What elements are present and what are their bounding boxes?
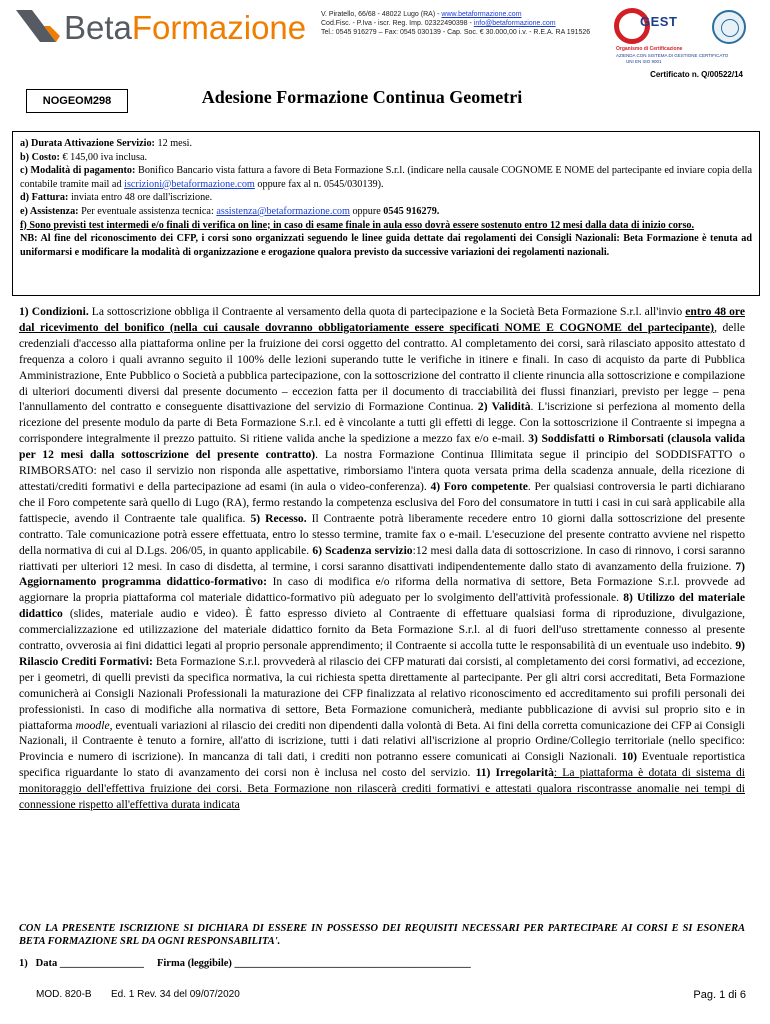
info-email-link[interactable]: info@betaformazione.com xyxy=(473,20,556,27)
term-payment: c) Modalità di pagamento: Bonifico Bancario vista fattura a favore di Beta Formazione S.r.l. (indicare nella causale COGNOME E NOME del partecipante ed inviare copia della contabile tramite mail ad iscrizioni@betaformazione.com oppure fax al n. 0545/030139). xyxy=(20,165,752,190)
date-label: Data xyxy=(35,958,58,969)
footer-module: MOD. 820-B xyxy=(36,989,92,1000)
declaration-text: CON LA PRESENTE ISCRIZIONE SI DICHIARA DI ESSERE IN POSSESSO DEI REQUISITI NECESSARI PER PARTECIPARE AI CORSI E SI ESONERA BETA FORMAZIONE SRL DA OGNI RESPONSABILITA'. xyxy=(19,923,745,947)
section-2-title: 2) Validità xyxy=(477,400,531,414)
footer-edition: Ed. 1 Rev. 34 del 09/07/2020 xyxy=(111,989,240,1000)
terms-summary-box xyxy=(12,131,760,296)
logo-text-beta: Beta xyxy=(64,9,132,46)
page-title: Adesione Formazione Continua Geometri xyxy=(201,87,523,107)
term-nb: NB: Al fine del riconoscimento dei CFP, i corsi sono organizzati seguendo le linee guida dettate dai regolamenti dei Consigli Nazionali: Beta Formazione è tenuta ad uniformarsi e modificare la modalità di organizzazione e erogazione qualora previsto da successive variazioni dei regolamenti nazionali. xyxy=(20,233,752,258)
website-link[interactable]: www.betaformazione.com xyxy=(441,11,522,18)
qgest-name: GEST xyxy=(640,14,678,29)
document-code-box xyxy=(26,89,128,113)
section-4-title: 4) Foro competente xyxy=(430,479,528,493)
company-contacts: Tel.: 0545 916279 – Fax: 0545 030139 - Cap. Soc. € 30.000,00 i.v. - R.E.A. RA 191526 xyxy=(321,29,591,36)
date-field[interactable]: ________________ xyxy=(59,958,144,969)
section-10-title: 10) xyxy=(621,750,638,764)
section-6-title: 6) Scadenza servizio xyxy=(312,543,413,557)
term-assistance: e) Assistenza: Per eventuale assistenza tecnica: assistenza@betaformazione.com oppure 0545 916279. xyxy=(20,205,440,217)
section-5-title: 5) Recesso. xyxy=(250,511,307,525)
section-8-title: 8) Utilizzo del materiale didattico xyxy=(19,591,745,621)
contract-body: 1) Condizioni. La sottoscrizione obbliga il Contraente al versamento della quota di partecipazione e la Società Beta Formazione S.r.l. all'invio entro 48 ore dal ricevimento del bonifico (nella cui causale dovranno obbligatoriamente essere specificati NOME E COGNOME del partecipante), delle credenziali d'accesso alla piattaforma online per la fruizione dei corsi oggetto del contratto. Al completamento dei corsi, sarà rilasciato apposito attestato d frequenza a coloro i quali avranno seguito il 100% delle lezioni superando tutte le verifiche in itinere e finali. In caso di acquisto da parte di Pubblica Amministrazione, Ente Pubblico o Società a pubblica partecipazione, con la sottoscrizione del contratto il cliente rinuncia alla sottoscrizione e compilazione di ulteriori documenti diversi dal presente documento – eccezion fatta per il documento di tracciabilità dei flussi finanziari, previsto per legge – pena l'annullamento del contratto e conseguente disattivazione del servizio di Formazione Continua. 2) Validità. L'iscrizione si perfeziona al momento della ricezione del presente modulo da parte di Beta Formazione S.r.l. ed è vincolante a tutti gli effetti di legge. Con la sottoscrizione il Contraente si impegna a corrispondere integralmente il prezzo pattuito. Si ritiene valida anche la spedizione a mezzo fax e/o e-mail. 3) Soddisfatti o Rimborsati (clausola valida per 12 mesi dalla sottoscrizione del presente contratto). La nostra Formazione Continua Illimitata segue il principio del SODDISFATTO o RIMBORSATO: nel caso il servizio non risponda alle aspettative, rimborsiamo l'intera quota versata prima della scadenza annuale, della ricezione di attestati/crediti formativi e della partecipazione ad esami (in aula o video-conferenza). 4) Foro competente. Per qualsiasi controversia le parti dichiarano che il Foro competente sarà quello di Lugo (RA), fermo restando la competenza esclusiva del Foro del consumatore in tutti i casi in cui sarà applicabile alla fattispecie, avendo il Contraente tale qualifica. 5) Recesso. Il Contraente potrà liberamente recedere entro 10 giorni dalla sottoscrizione del presente contratto. Tale comunicazione potrà essere effettuata, entro lo stesso termine, tramite fax o e-mail. L'esecuzione del presente contratto avviene nel rispetto della normativa di cui al D.Lgs. 206/05, in quanto applicabile. 6) Scadenza servizio:12 mesi dalla data di sottoscrizione. In caso di rinnovo, i corsi saranno riattivati per ulteriori 12 mesi. In caso di disdetta, al termine, i corsi saranno disattivati indipendentemente dallo stato di avanzamento della fruizione. 7) Aggiornamento programma didattico-formativo: In caso di modifica e/o riforma della normativa di settore, Beta Formazione S.r.l. provvede ad aggiornare la propria piattaforma col materiale didattico-formativo più adeguato per lo svolgimento dell'attività professionale. 8) Utilizzo del materiale didattico (slides, materiale audio e video). È fatto espresso divieto al Contraente di effettuare qualsiasi forma di riproduzione, divulgazione, commercializzazione ed utilizzazione del materiale didattico fornito da Beta Formazione S.r.l. al di fuori dell'uso strettamente connesso al presente contratto, ovverosia ai fini didattici legati al proprio personale apprendimento; il Contraente si accolla tutte le responsabilità di un eventuale uso indebito. 9) Rilascio Crediti Formativi: Beta Formazione S.r.l. provvederà al rilascio dei CFP maturati dai corsisti, al completamento dei corsi formativi, ad eccezione, per i geometri, di quelli previsti da specifica normativa, la cui richiesta spetta direttamente al partecipante. Per gli altri corsi accreditati, Beta Formazione comunicherà ai Consigli Nazionali Professionali la maturazione dei CFP finalizzata al relativo riconoscimento ed accreditamento sui profili personali dei professionisti. In caso di modifiche alla normativa di settore, Beta Formazione comunicherà, mediante pubblicazione di avvisi sul proprio sito e in piattaforma moodle, eventuali variazioni al rilascio dei crediti non dipendenti dalla volontà di Beta. Ai fini della corretta comunicazione dei CFP ai Consigli Nazionali, il Contraente è tenuto a fornire, all'atto di iscrizione, tutti i dati relativi all'iscrizione al proprio Ordine/Collegio territoriale (nello specifico: Provincia e numero di iscrizione). In mancanza di tali dati, i crediti non potranno essere comunicati ai Consigli Nazionali. 10) Eventuale reportistica specifica riguardante lo stato di avanzamento dei corsi non è inclusa nel costo del servizio. 11) Irregolarità: La piattaforma è dotata di sistema di monitoraggio dell'effettiva fruizione dei corsi. Beta Formazione non rilascerà crediti formativi e attestati qualora riscontrasse anomalie nei tempi di connessione rispetto all'effettiva durata indicata xyxy=(19,305,745,812)
signature-field[interactable]: _____________________________________________ xyxy=(234,958,471,969)
qgest-caption: Organismo di Certificazione xyxy=(616,46,683,52)
section-3-title: 3) Soddisfatti o Rimborsati (clausola valida per 12 mesi dalla sottoscrizione del presente contratto) xyxy=(19,432,745,462)
term-duration: a) Durata Attivazione Servizio: 12 mesi. xyxy=(20,138,193,149)
section-11-title: 11) Irregolarità xyxy=(475,766,554,780)
company-fiscal: Cod.Fisc. - P.Iva - iscr. Reg. Imp. 02322490398 - xyxy=(321,20,472,27)
term-tests: f) Sono previsti test intermedi e/o finali di verifica on line; in caso di esame finale in aula esso dovrà essere sostenuto entro 12 mesi dalla data di inizio corso. xyxy=(20,219,695,231)
signature-label: Firma (leggibile) xyxy=(156,958,232,969)
certification-logos xyxy=(612,6,762,64)
certificate-number: Certificato n. Q/00522/14 xyxy=(650,70,743,79)
section-9-title: 9) Rilascio Crediti Formativi: xyxy=(19,639,745,668)
company-info xyxy=(321,10,611,37)
term-invoice: d) Fattura: inviata entro 48 ore dall'iscrizione. xyxy=(20,192,213,204)
page-number: Pag. 1 di 6 xyxy=(693,989,746,1001)
section-1-highlight: entro 48 ore dal ricevimento del bonifico (nella cui causale dovranno obbligatoriamente essere specificati NOME E COGNOME del partecipante) xyxy=(19,305,745,334)
moodle-term: moodle xyxy=(75,718,110,732)
qgest-standard: UNI EN ISO 9001 xyxy=(626,59,662,64)
section-1-title: 1) Condizioni. xyxy=(19,305,89,318)
logo-text-formazione: Formazione xyxy=(131,9,307,46)
term-cost: b) Costo: € 145,00 iva inclusa. xyxy=(20,151,148,163)
signature-line: 1) Data ________________ Firma (leggibile) _____________________________________________ xyxy=(19,958,471,969)
iscrizioni-email-link[interactable]: iscrizioni@betaformazione.com xyxy=(124,178,255,190)
document-code: NOGEOM298 xyxy=(42,95,112,107)
qgest-subcaption: AZIENDA CON SISTEMA DI GESTIONE CERTIFICATO xyxy=(616,53,729,58)
beta-formazione-logo xyxy=(14,6,310,50)
company-address: V. Piratello, 66/68 - 48022 Lugo (RA) - xyxy=(321,11,440,18)
accreditation-seal-icon xyxy=(712,10,746,44)
section-7-title: 7) Aggiornamento programma didattico-formativo: xyxy=(19,559,745,589)
assistenza-email-link[interactable]: assistenza@betaformazione.com xyxy=(216,205,350,217)
arrow-chevron-logo-icon xyxy=(14,6,62,46)
qgest-logo xyxy=(612,8,729,64)
